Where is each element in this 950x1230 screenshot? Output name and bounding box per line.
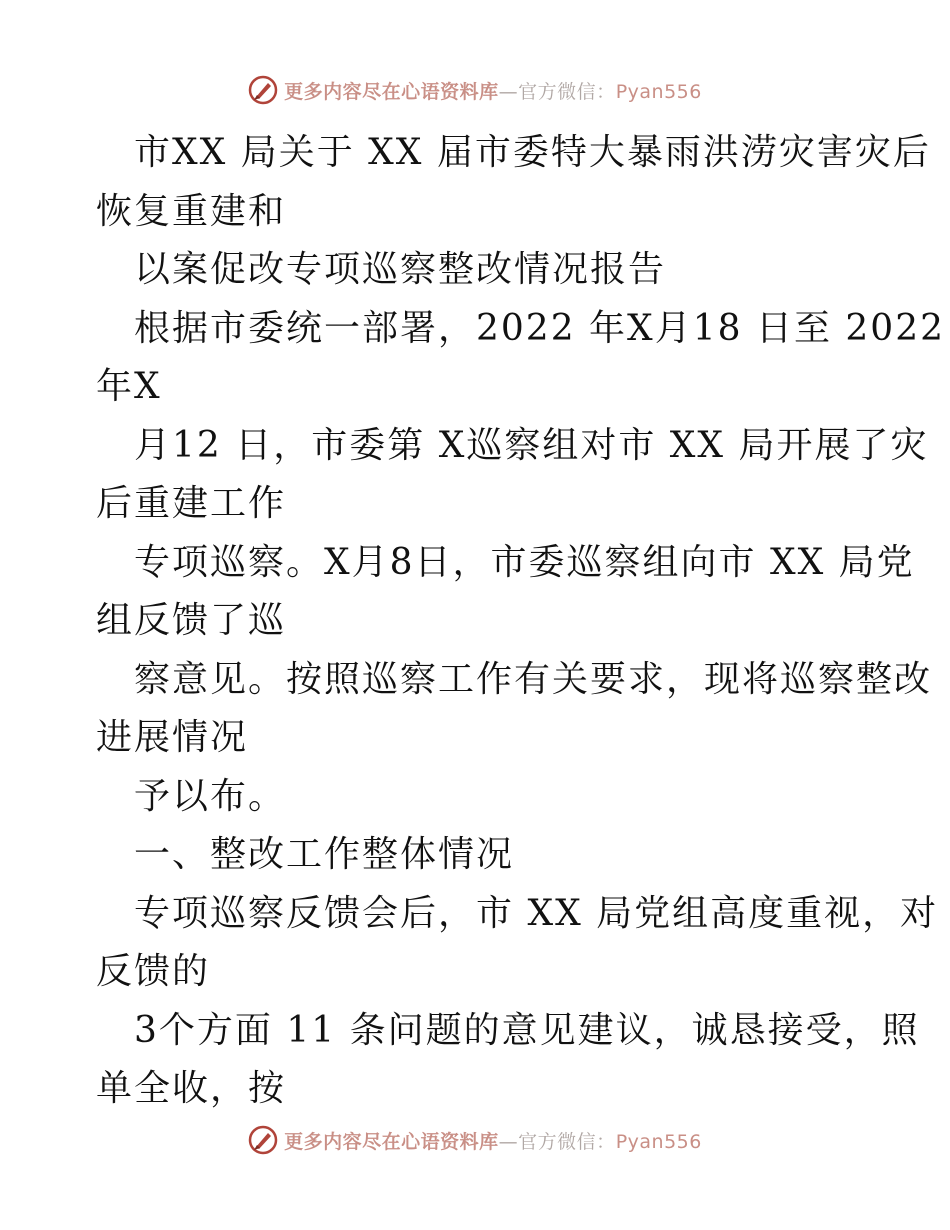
banner-separator: — [498, 1130, 519, 1153]
banner-text [284, 77, 702, 104]
doc-line-title: 市XX 局关于 XX 届市委特大暴雨洪涝灾害灾后 [134, 132, 931, 173]
doc-line: 反馈的 [96, 951, 211, 992]
doc-line: 专项巡察。X月8日，市委巡察组向市 XX 局党 [134, 541, 915, 583]
banner-wechat-id: Pyan556 [615, 1130, 702, 1153]
doc-line-subtitle: 以案促改专项巡察整改情况报告 [134, 249, 667, 290]
doc-line: 根据市委统一部署，2022 年X月18 日至 2022 [134, 307, 946, 349]
banner-wechat-id: Pyan556 [615, 80, 702, 103]
doc-section-heading: 一、整改工作整体情况 [134, 834, 515, 875]
doc-line: 后重建工作 [96, 483, 287, 524]
banner-text [284, 1127, 702, 1154]
doc-line: 予以布。 [134, 775, 287, 817]
banner-main-text: 更多内容尽在心语资料库 [284, 1130, 499, 1153]
banner-main-text: 更多内容尽在心语资料库 [284, 80, 499, 103]
doc-line: 进展情况 [96, 717, 249, 758]
doc-line: 月12 日，市委第 X巡察组对市 XX 局开展了灾 [134, 424, 929, 466]
pen-logo-icon [248, 75, 278, 105]
footer-banner [0, 1120, 950, 1160]
pen-logo-icon [248, 1125, 278, 1155]
doc-line: 年X [96, 366, 162, 407]
doc-line: 专项巡察反馈会后，市 XX 局党组高度重视，对 [134, 892, 939, 934]
document-body [96, 124, 946, 1119]
doc-line: 组反馈了巡 [96, 600, 287, 641]
header-banner [0, 70, 950, 110]
doc-line: 单全收，按 [96, 1068, 287, 1109]
banner-wechat-label: 官方微信： [518, 80, 616, 103]
doc-line: 察意见。按照巡察工作有关要求，现将巡察整改 [134, 658, 933, 700]
doc-line: 3个方面 11 条问题的意见建议，诚恳接受，照 [134, 1009, 920, 1051]
banner-separator: — [498, 80, 519, 103]
doc-line: 恢复重建和 [96, 190, 287, 232]
banner-wechat-label: 官方微信： [518, 1130, 616, 1153]
